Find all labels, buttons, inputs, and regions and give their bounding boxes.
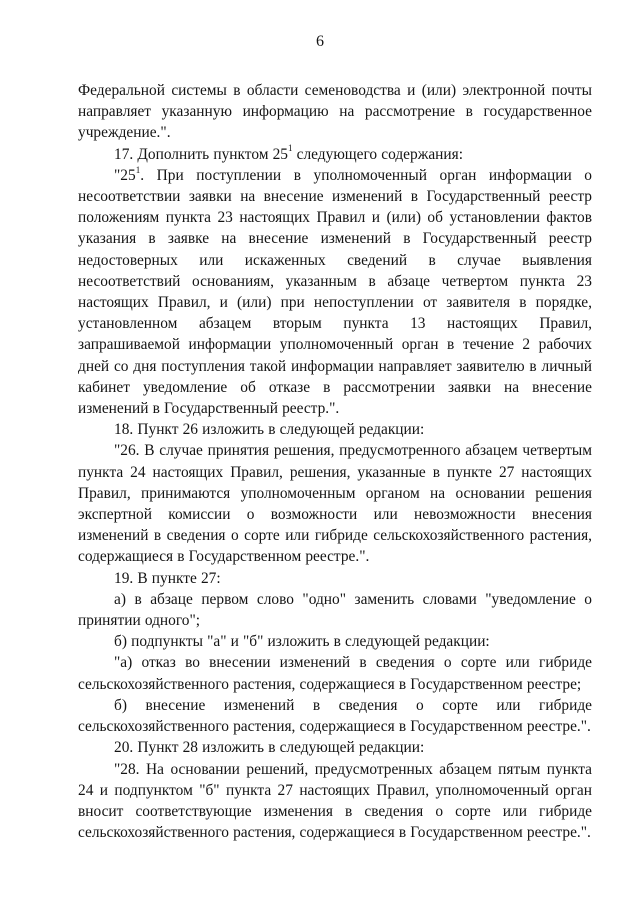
paragraph-quoted-a: "а) отказ во внесении изменений в сведения о сорте или гибриде сельскохозяйственного растения, содержащиеся в Государственном реестре;	[78, 654, 592, 693]
item-17-text-end: следующего содержания:	[292, 145, 463, 163]
item-17-text-start: 17. Дополнить пунктом 25	[114, 145, 288, 163]
point-25-1-text-end: . При поступлении в уполномоченный орган информации о несоответствии заявки на внесение изменений в Государственный реестр положениям пункта 23 настоящих Правил и (или) об установлении фактов указания в заявке на внесение изменений в Государственный реестр недостоверных или искаженных сведений в случае выявления несоответствий основаниям, указанным в абзаце четвертом пункта 23 настоящих Правил, и (или) при непоступлении от заявителя в порядке, установленном абзацем вторым пункта 13 настоящих Правил, запрашиваемой информации уполномоченный орган в течение 2 рабочих дней со дня поступления такой информации направляет заявителю в личный кабинет уведомление об отказе в рассмотрении заявки на внесение изменений в Государственный реестр.".	[78, 166, 592, 418]
paragraph-continuation: Федеральной системы в области семеноводства и (или) электронной почты направляет указанную информацию на рассмотрение в государственное учреждение.".	[78, 82, 592, 142]
paragraph-quoted-b: б) внесение изменений в сведения о сорте или гибриде сельскохозяйственного растения, содержащиеся в Государственном реестре.".	[78, 696, 592, 736]
paragraph-point-25-1	[78, 165, 592, 419]
page-number: 6	[316, 33, 324, 50]
paragraph-item-17	[78, 144, 592, 165]
paragraph-subitem-a: а) в абзаце первом слово "одно" заменить словами "уведомление о принятии одного";	[78, 590, 592, 630]
paragraph-item-19: 19. В пункте 27:	[114, 569, 221, 587]
document-body	[78, 80, 592, 843]
paragraph-item-18: 18. Пункт 26 изложить в следующей редакции:	[114, 421, 425, 439]
point-25-1-text-start: "25	[114, 166, 136, 184]
paragraph-subitem-b: б) подпункты "а" и "б" изложить в следующей редакции:	[114, 633, 490, 651]
item-17-superscript: 1	[288, 143, 293, 154]
paragraph-item-20: 20. Пункт 28 изложить в следующей редакции:	[114, 739, 425, 757]
paragraph-point-26: "26. В случае принятия решения, предусмотренного абзацем четвертым пункта 24 настоящих Правил, решения, указанные в пункте 27 настоящих Правил, принимаются уполномоченным органом на основании решения экспертной комиссии о возможности или невозможности внесения изменений в сведения о сорте или гибриде сельскохозяйственного растения, содержащиеся в Государственном реестре.".	[78, 442, 592, 566]
point-25-1-superscript: 1	[135, 164, 141, 175]
paragraph-point-28: "28. На основании решений, предусмотренных абзацем пятым пункта 24 и подпунктом "б" пункта 27 настоящих Правил, уполномоченный орган вносит соответствующие изменения в сведения о сорте или гибриде сельскохозяйственного растения, содержащиеся в Государственном реестре.".	[78, 760, 592, 842]
